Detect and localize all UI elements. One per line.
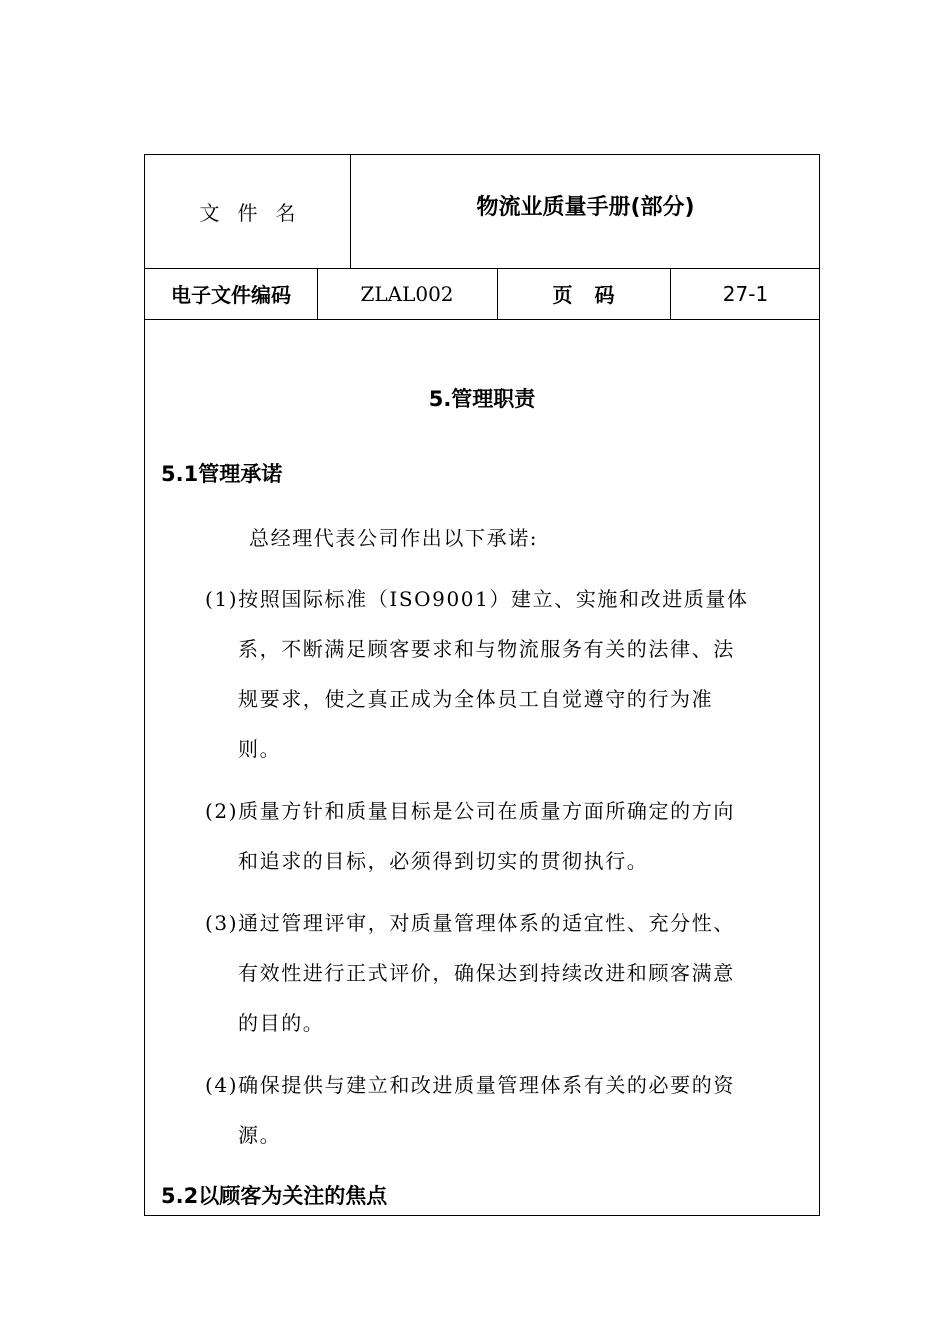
e-code-value: ZLAL002 xyxy=(360,281,454,306)
page-value-cell xyxy=(670,268,821,319)
file-name-label-cell xyxy=(145,155,350,268)
commitment-4-line-2: 源。 xyxy=(238,1123,282,1147)
page-label: 页码 xyxy=(552,283,637,307)
commitment-2-line-1: (2)质量方针和质量目标是公司在质量方面所确定的方向 xyxy=(205,799,735,823)
commitment-1-line-4: 则。 xyxy=(238,737,282,761)
document-table xyxy=(144,154,820,1216)
section-title-5-1: 5.1管理承诺 xyxy=(161,462,283,486)
intro-text: 总经理代表公司作出以下承诺: xyxy=(249,526,539,550)
file-name-value-cell xyxy=(350,155,821,255)
commitment-1-line-2: 系，不断满足顾客要求和与物流服务有关的法律、法 xyxy=(238,637,735,661)
e-code-label-cell xyxy=(145,268,317,319)
commitment-4-line-1: (4)确保提供与建立和改进质量管理体系有关的必要的资 xyxy=(205,1073,735,1097)
header-row-divider-2 xyxy=(145,319,819,320)
file-name-label: 文件名 xyxy=(199,201,314,225)
commitment-1-line-1: (1)按照国际标准（ISO9001）建立、实施和改进质量体 xyxy=(205,587,749,611)
commitment-3-line-2: 有效性进行正式评价，确保达到持续改进和顾客满意 xyxy=(238,961,735,985)
page-label-cell xyxy=(497,268,670,319)
commitment-3-line-1: (3)通过管理评审，对质量管理体系的适宜性、充分性、 xyxy=(205,911,735,935)
chapter-title: 5.管理职责 xyxy=(428,387,536,411)
section-title-5-2: 5.2以顾客为关注的焦点 xyxy=(161,1184,388,1208)
e-code-label: 电子文件编码 xyxy=(171,283,291,307)
document-title: 物流业质量手册(部分) xyxy=(476,194,695,220)
page-value: 27-1 xyxy=(722,281,769,306)
e-code-value-cell xyxy=(317,268,497,319)
commitment-3-line-3: 的目的。 xyxy=(238,1011,325,1035)
commitment-1-line-3: 规要求，使之真正成为全体员工自觉遵守的行为准 xyxy=(238,687,714,711)
commitment-2-line-2: 和追求的目标，必须得到切实的贯彻执行。 xyxy=(238,849,649,873)
